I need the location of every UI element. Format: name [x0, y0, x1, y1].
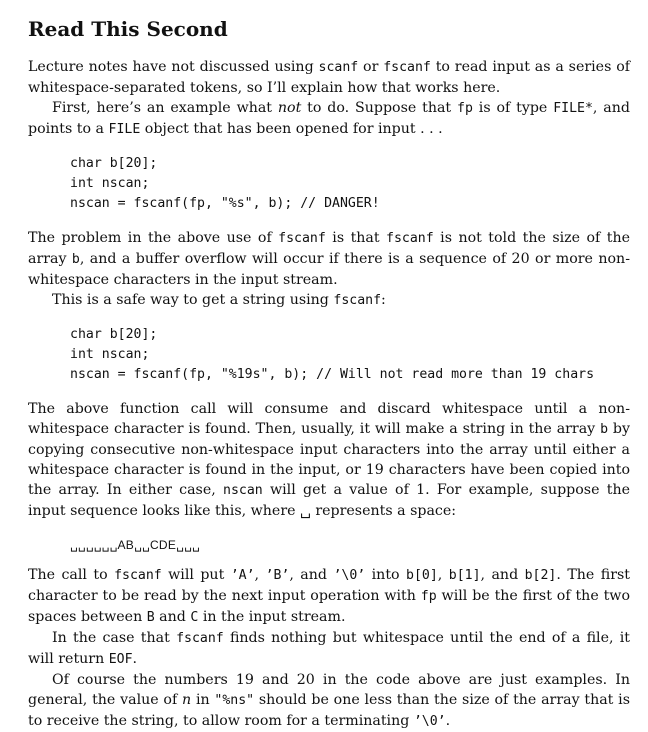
- code-block-unsafe: [70, 154, 630, 214]
- code-block-safe: [70, 325, 630, 385]
- paragraph-problem: The problem in the above use of fscanf is that fscanf is not told the size of the array b, and a buffer overflow will occur if there is a sequence of 20 or more non-whitespace characters in the input stream.: [28, 230, 630, 288]
- paragraph-eof: In the case that fscanf finds nothing but whitespace until the end of a file, it will return EOF.: [28, 630, 630, 667]
- space-symbol: ␣: [300, 503, 311, 519]
- code-line: nscan = fscanf(fp, "%s", b); // DANGER!: [70, 196, 380, 211]
- code-line: char b[20];: [70, 156, 158, 171]
- paragraph-intro: Lecture notes have not discussed using scanf or fscanf to read input as a series of whitespace-separated tokens, so I’ll explain how that works here.: [28, 59, 630, 96]
- paragraph-general-rule: Of course the numbers 19 and 20 in the code above are just examples. In general, the value of n in "%ns" should be one less than the size of the array that is to receive the string, to allow room for a terminating ’\0’.: [28, 672, 630, 729]
- paragraph-result: The call to fscanf will put ’A’, ’B’, and ’\0’ into b[0], b[1], and b[2]. The first character to be read by the next input operation with fp will be the first of the two spaces between B and C in the input stream.: [28, 567, 630, 625]
- page-title: Read This Second: [28, 17, 228, 41]
- paragraph-safe-way: This is a safe way to get a string using fscanf:: [52, 292, 386, 308]
- document-page: [28, 14, 630, 732]
- code-line: nscan = fscanf(fp, "%19s", b); // Will not read more than 19 chars: [70, 367, 595, 382]
- code-line: char b[20];: [70, 327, 158, 342]
- code-line: int nscan;: [70, 347, 150, 362]
- paragraph-bad-example: First, here’s an example what not to do. Suppose that fp is of type FILE*, and points to a FILE object that has been opened for input . . .: [28, 100, 630, 137]
- input-sequence-example: ␣␣␣␣␣␣AB␣␣CDE␣␣␣: [70, 538, 200, 552]
- code-line: int nscan;: [70, 176, 150, 191]
- paragraph-explanation: The above function call will consume and discard whitespace until a non-whitespace character is found. Then, usually, it will make a string in the array b by copying consecutive non-whitespace input characters into the array until either a whitespace character is found in the input, or 19 characters have been copied into the array. In either case, nscan will get a value of 1. For example, suppose the input sequence looks like this, where ␣ represents a space:: [28, 401, 630, 519]
